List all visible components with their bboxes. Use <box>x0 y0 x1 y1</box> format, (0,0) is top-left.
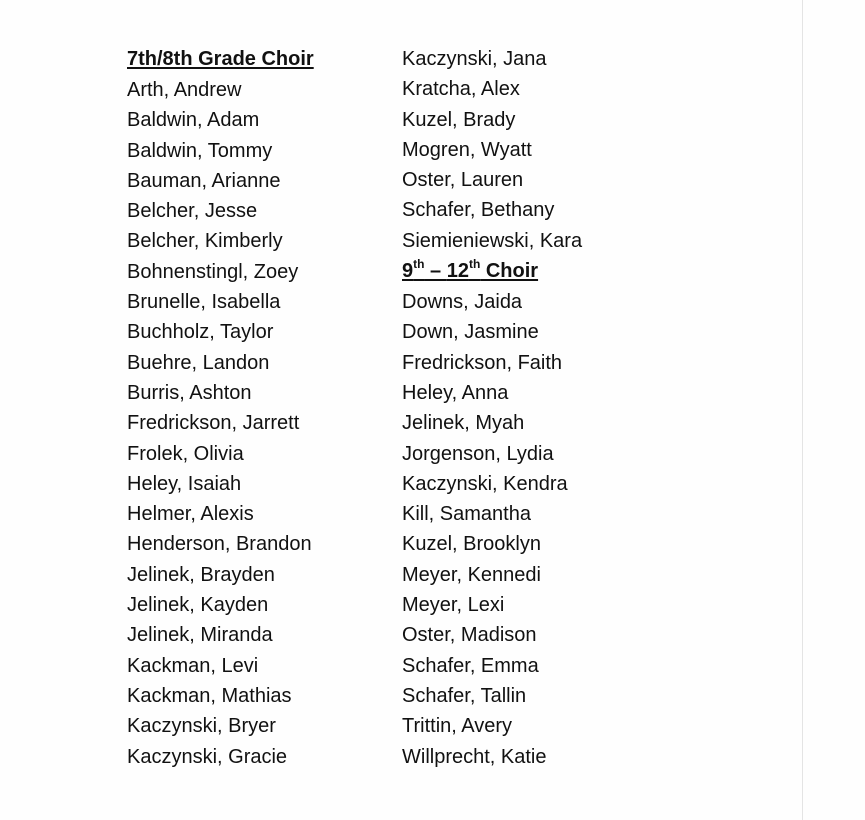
name-item: Jelinek, Kayden <box>127 594 269 617</box>
name-item: Baldwin, Tommy <box>127 139 273 162</box>
name-item: Brunelle, Isabella <box>127 291 281 314</box>
name-item: Oster, Lauren <box>402 169 524 192</box>
name-item: Kuzel, Brady <box>402 108 516 131</box>
name-item: Meyer, Lexi <box>402 594 505 617</box>
name-item: Schafer, Emma <box>402 654 539 677</box>
name-item: Downs, Jaida <box>402 291 523 314</box>
name-item: Frolek, Olivia <box>127 442 244 465</box>
name-item: Fredrickson, Jarrett <box>127 412 300 435</box>
name-item: Kaczynski, Bryer <box>127 715 276 738</box>
name-item: Kill, Samantha <box>402 503 531 526</box>
name-item: Belcher, Kimberly <box>127 230 283 253</box>
name-item: Oster, Madison <box>402 624 537 647</box>
name-list-9th-12th <box>402 287 582 772</box>
name-item: Kratcha, Alex <box>402 78 520 101</box>
name-item: Trittin, Avery <box>402 715 513 738</box>
name-item: Kackman, Mathias <box>127 684 292 707</box>
heading-grade-start: 9 <box>402 260 414 283</box>
name-item: Buehre, Landon <box>127 351 270 374</box>
name-list-7th-8th <box>127 75 314 772</box>
name-item: Schafer, Bethany <box>402 199 555 222</box>
name-item: Burris, Ashton <box>127 381 252 404</box>
name-item: Jelinek, Miranda <box>127 624 273 647</box>
name-item: Kuzel, Brooklyn <box>402 533 541 556</box>
name-item: Kaczynski, Kendra <box>402 472 568 495</box>
name-item: Bauman, Arianne <box>127 169 281 192</box>
name-item: Arth, Andrew <box>127 79 242 101</box>
name-item: Helmer, Alexis <box>127 503 254 526</box>
name-item: Mogren, Wyatt <box>402 138 532 161</box>
name-item: Siemieniewski, Kara <box>402 229 583 252</box>
name-item: Kaczynski, Jana <box>402 48 547 70</box>
heading-grade-end: 12 <box>446 260 469 283</box>
name-list-7th-8th-continued <box>402 44 582 256</box>
name-item: Willprecht, Katie <box>402 745 547 768</box>
name-item: Kackman, Levi <box>127 654 259 677</box>
name-item: Baldwin, Adam <box>127 109 260 132</box>
name-item: Bohnenstingl, Zoey <box>127 260 299 283</box>
name-item: Meyer, Kennedi <box>402 563 541 586</box>
heading-ordinal-suffix: th <box>468 257 481 272</box>
section-heading-9th-12th-choir <box>402 256 582 287</box>
name-item: Henderson, Brandon <box>127 533 312 556</box>
name-item: Jorgenson, Lydia <box>402 442 554 465</box>
name-item: Buchholz, Taylor <box>127 321 274 344</box>
name-item: Fredrickson, Faith <box>402 351 563 374</box>
page-edge-line <box>802 0 803 820</box>
name-item: Heley, Anna <box>402 381 509 404</box>
name-item: Jelinek, Brayden <box>127 563 275 586</box>
name-item: Down, Jasmine <box>402 321 539 344</box>
name-item: Heley, Isaiah <box>127 472 242 495</box>
heading-choir-word: Choir <box>480 260 539 283</box>
left-column <box>127 44 314 772</box>
name-item: Jelinek, Myah <box>402 412 525 435</box>
right-column <box>402 44 582 772</box>
heading-ordinal-suffix: th <box>413 257 425 272</box>
heading-dash: – <box>424 260 447 283</box>
name-item: Schafer, Tallin <box>402 684 527 707</box>
section-heading-7th-8th-grade-choir: 7th/8th Grade Choir <box>127 48 314 70</box>
name-item: Kaczynski, Gracie <box>127 745 288 768</box>
name-item: Belcher, Jesse <box>127 200 258 223</box>
